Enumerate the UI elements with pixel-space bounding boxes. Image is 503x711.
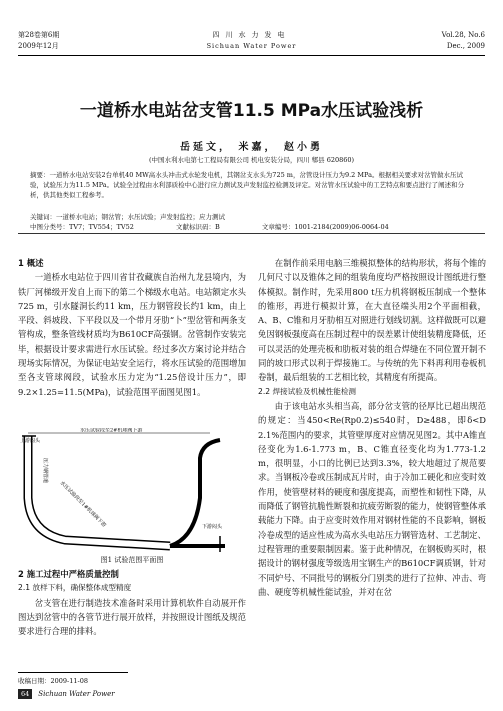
issue-date-en: Dec., 2009 [446,42,485,50]
footer-journal: Sichuan Water Power [38,690,115,698]
header-rule [18,55,485,56]
body-paragraph: 一道桥水电站位于四川省甘孜藏族自治州九龙县境内，为铁厂河梯级开发自上而下的第二个梯级水电站。电站额定水头725 m，引水隧洞长约11 km，压力钢管段长约1 km，由上平段、斜坡段、下平段以及一个带月牙肋“卜”型岔管和两条支管构成，整条管线材质均为B610CF高强钢。岔管制作安装完毕，根据设计要求需进行水压试验。经过多次方案讨论并结合现场实际情况，为保证电站安全运行，将水压试验的范围增加至各支管球阀段，试验水压力定为“1.25倍设计压力”，即9.2×1.25=11.5(MPa)，试验范围平面图见图1。 [18,272,246,397]
figure-caption: 图1 试验范围平面图 [100,556,164,564]
volume-issue: 第28卷第6期 [18,31,60,39]
journal-name-en: Sichuan Water Power [206,42,297,50]
volume-issue-en: Vol.28, No.6 [441,31,485,39]
page-footer [18,689,115,699]
document-code: 文献标识码：B [175,223,220,231]
footnote-rule [18,672,128,673]
section-heading-1: 1 概述 [18,258,44,268]
page-number: 64 [18,689,32,699]
keywords: 关键词：一道桥水电站；钢岔管；水压试验；声发射监控；应力测试 [30,213,225,221]
classification-line [30,222,473,231]
author-list: 岳延文， 米嘉， 赵小勇 [180,142,323,153]
body-paragraph: 由于该电站水头相当高，部分岔支管的径厚比已超出规范的规定：当450<Re(Rp0.2)≤540时，D≥488，即δ<D 2.1%范围内的要求，其管壁厚度对应情况见图2。其中A锥直径变化为1.6-1.773 m，B、C锥直径变化均为1.773-1.2 m，很明显，小口的比例已达到3.3%，较大地超过了规范要求。当钢板冷卷或压制成瓦片时，由于冷加工硬化和应变时效作用，使管壁材料的硬度和强度提高，而塑性和韧性下降，从而降低了钢管抗脆性断裂和抗疲劳断裂的能力，使钢管整体承载能力下降。由于应变时效作用对钢材性能的不良影响，钢板冷卷成型的适应性成为高水头电站压力钢管选材、工艺制定、过程管理的重要限制因素。鉴于此种情况，在钢板购买时，根据设计的钢材强度等级选用宝钢生产的B610CF调质钢，针对不同炉号、不同批号的钢板分门别类的进行了拉伸、冲击、弯曲、硬度等机械性能试验，并对在岔 [258,400,486,597]
clc-number: 中图分类号：TV7；TV554；TV52 [30,223,134,231]
left-column [18,256,246,399]
abstract: 摘要：一道桥水电站安装2台单机40 MW高水头冲击式水轮发电机，其钢岔支水头为725 m，岔管设计压力为9.2 MPa。根据相关要求对岔管做水压试验，试验压力为11.5 MPa。试验全过程由水利部质检中心进行应力测试及声发射监控检测及评定。对岔管水压试验中的工艺特点和要点进行了阐述和分析，供其他类似工程参考。 [30,171,465,199]
test-range-figure [20,428,240,553]
received-date: 收稿日期：2009-11-08 [18,677,88,685]
body-paragraph: 在制作前采用电脑三维模拟整体的结构形状，将每个锥的几何尺寸以及锥体之间的组装角度均严格按照设计图纸进行整体模拟。制作时，先采用800 t压力机将钢板压制成一个整体的锥形，再进行模拟计算，在大直径端头用2个平面相截，A、B、C锥和月牙肋相互对照进行划线切割。这样做既可以避免因钢板强度高在压制过程中的误差累计使组装精度降低，还可以灵活的处理壳板和肋板对装的组合焊缝在不同位置开制不同的坡口形式以利于焊接施工。与传统的先下料再利用卷板机卷制，最后组装的工艺相比较，其精度有所提高。 [258,258,486,383]
paper-title: 一道桥水电站岔支管11.5 MPa水压试验浅析 [79,101,424,121]
abstract-rule [18,233,485,234]
issue-date: 2009年12月 [18,42,59,50]
subsection-heading-2-1: 2.1 放样下料，确保整体成型精度 [18,583,132,593]
article-number: 文章编号：1001-2184(2009)06-0064-04 [261,223,389,231]
subsection-heading-2-2: 2.2 焊接试验及机械性能检测 [258,386,357,396]
body-paragraph: 岔支管在进行制造技术准备时采用计算机软件自动展开作图达到岔管中的各管节进行展开放样，并按照设计图纸及规范要求进行合理的排料。 [18,597,246,637]
branch-pipe-2 [170,440,220,546]
label-upstream-plug: 上游闷头 [20,438,41,444]
label-penstock: 压力钢管道 [42,458,48,484]
section-heading-2: 2 施工过程中严格质量控制 [18,569,119,579]
label-test-range-1: 水压试验段至1#机球阀下游 [58,480,107,529]
penstock-pipe [28,436,170,546]
right-column [258,256,486,599]
affiliation: (中国水利水电第七工程局有限公司 机电安装分局，四川 郫县 620860) [148,156,355,164]
header-right [442,30,485,52]
label-test-range-2: 水压试验段至2#机球阀下游 [80,428,143,434]
left-column-lower [18,567,246,638]
label-downstream-plug: 下游闷头 [202,524,223,530]
header-center [0,30,503,52]
journal-name-cn: 四川水力发电 [212,31,291,39]
